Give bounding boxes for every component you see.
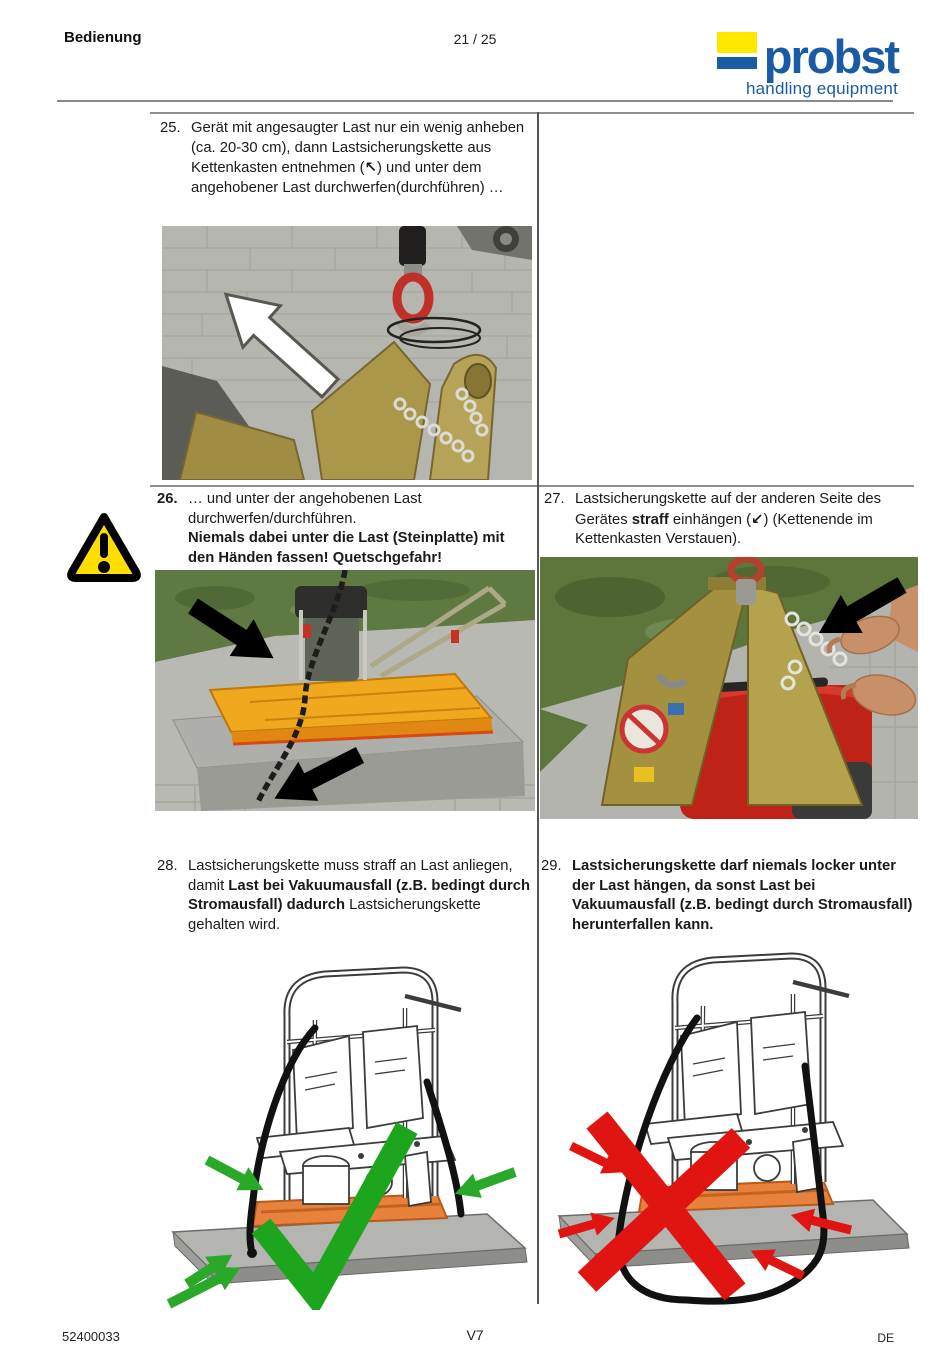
step-29-number: 29. [541, 858, 562, 874]
step-26-warning-text: Niemals dabei unter die Last (Steinplatte) mit den Händen fassen! Quetschgefahr! [188, 530, 505, 567]
document-number: 52400033 [62, 1329, 120, 1344]
step-28 [157, 857, 531, 936]
header-rule [57, 100, 893, 102]
photo-chain-hooked-tight [540, 557, 918, 819]
step-28-number: 28. [157, 858, 178, 874]
step-25-text: Gerät mit angesaugter Last nur ein wenig anheben (ca. 20-30 cm), dann Lastsicherungskette aus Kettenkasten entnehmen (↖) und unter dem angehobener Last durchwerfen(durchführen) … [191, 120, 525, 197]
step-29 [541, 857, 923, 936]
step-27 [544, 490, 914, 550]
drawing-chain-tight-correct [165, 950, 535, 1310]
arrow-up-left-icon: ↖ [364, 159, 377, 177]
step-26 [157, 490, 531, 569]
logo-tagline: handling equipment [746, 79, 898, 98]
step-25-number: 25. [160, 120, 181, 136]
step-28-text: Lastsicherungskette muss straff an Last anliegen, damit Last bei Vakuumausfall (z.B. bedingt durch Stromausfall) dadurch Lastsicherungskette gehalten wird. [188, 858, 531, 934]
vacuum-unit-motor [295, 586, 367, 618]
photo-device-chain-removal [162, 226, 532, 480]
warning-triangle-icon [64, 509, 144, 583]
table-divider-vertical [537, 112, 539, 1304]
probst-logo-mark-icon [717, 32, 757, 69]
step-27-text: Lastsicherungskette auf der anderen Seite des Gerätes straff einhängen (↙) (Kettenende im Kettenkasten Verstauen). [575, 491, 882, 548]
drawing-chain-loose-incorrect [545, 948, 925, 1310]
section-title: Bedienung [64, 29, 142, 46]
blue-sticker [668, 703, 684, 715]
step-27-number: 27. [544, 491, 565, 507]
page-number: 21 / 25 [453, 31, 497, 47]
table-border-middle [150, 485, 914, 487]
vacuum-unit-body [305, 615, 359, 681]
language-label: DE [877, 1331, 894, 1345]
probst-wordmark: probst [763, 30, 898, 84]
version-label: V7 [466, 1327, 484, 1343]
crane-hook-stem [399, 226, 426, 266]
step-29-text: Lastsicherungskette darf niemals locker unter der Last hängen, da sonst Last bei Vakuumausfall (z.B. bedingt durch Stromausfall) herunterfallen kann. [572, 858, 913, 934]
table-border-top [150, 112, 914, 114]
arrow-down-left-icon: ↙ [751, 510, 764, 528]
step-26-text: … und unter der angehobenen Last durchwerfen/durchführen. Niemals dabei unter die Last (Steinplatte) mit den Händen fassen! Quetschgefahr! [188, 491, 505, 567]
swivel-fitting [736, 579, 756, 605]
photo-chain-thrown-under-load [155, 570, 535, 811]
step-25 [160, 119, 526, 199]
warning-sticker [634, 767, 654, 782]
probst-logo [676, 32, 898, 99]
step-26-number: 26. [157, 491, 178, 507]
